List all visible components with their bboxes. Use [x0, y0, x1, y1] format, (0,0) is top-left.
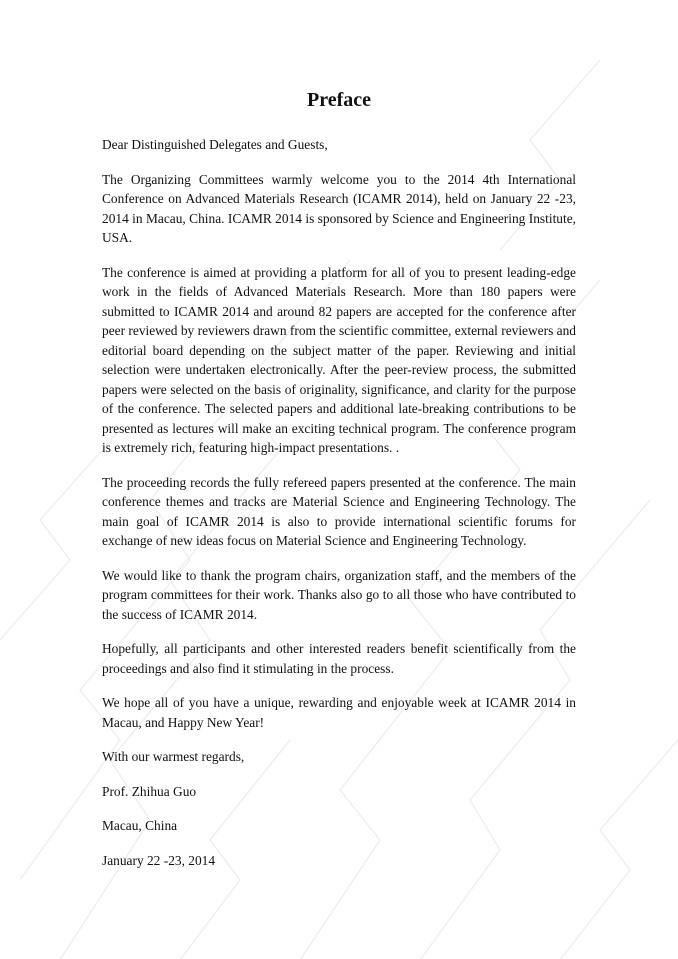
paragraph-proceeding-records: The proceeding records the fully refereed papers presented at the conference. The main conference themes and tracks are Material Science and Engineering Technology. The main goal of ICAMR 2014 is also to provide international scientific forums for exchange of new ideas focus on Material Science and Engineering Technology. [102, 474, 576, 548]
paragraph-acknowledgements: We would like to thank the program chairs, organization staff, and the members of the program committees for their work. Thanks also go to all those who have contributed to the success of ICAMR 2014. [102, 567, 576, 622]
preface-content [102, 88, 576, 870]
closing-location: Macau, China [102, 818, 178, 833]
closing-author: Prof. Zhihua Guo [102, 783, 197, 799]
closing-date: January 22 -23, 2014 [102, 852, 216, 868]
salutation-text: Dear Distinguished Delegates and Guests, [102, 137, 328, 152]
paragraph-welcome: The Organizing Committees warmly welcome you to the 2014 4th International Conference on Advanced Materials Research (ICAMR 2014), held on January 22 -23, 2014 in Macau, China. ICAMR 2014 is sponsored by Science and Engineering Institute, USA. [102, 171, 576, 245]
page-title: Preface [306, 89, 372, 111]
paragraph-wishes: We hope all of you have a unique, rewarding and enjoyable week at ICAMR 2014 in Macau, and Happy New Year! [102, 695, 576, 730]
paragraph-conference-aim: The conference is aimed at providing a platform for all of you to present leading-edge work in the fields of Advanced Materials Research. More than 180 papers were submitted to ICAMR 2014 and around 82 papers are accepted for the conference after peer reviewed by reviewers drawn from the scientific committee, external reviewers and editorial board depending on the subject matter of the paper. Reviewing and initial selection were undertaken electronically. After the peer-review process, the submitted papers were selected on the basis of originality, significance, and clarity for the purpose of the conference. The selected papers and additional late-breaking contributions to be presented as lectures will make an exciting technical program. The conference program is extremely rich, featuring high-impact presentations. . [102, 264, 576, 455]
closing-regards: With our warmest regards, [102, 749, 245, 764]
paragraph-hopes: Hopefully, all participants and other interested readers benefit scientifically from the proceedings and also find it stimulating in the process. [102, 641, 576, 676]
